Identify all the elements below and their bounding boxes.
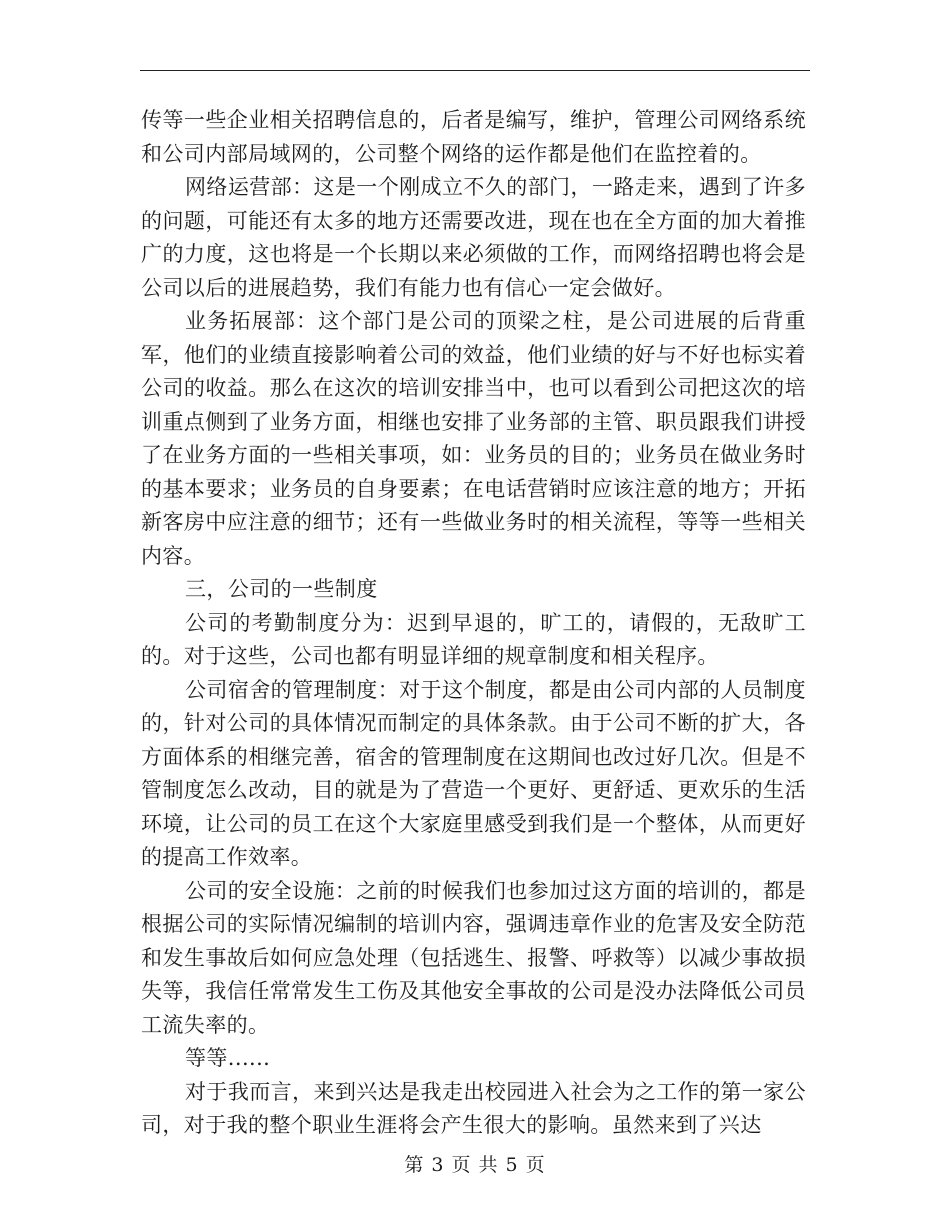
section-heading-company-rules: 三，公司的一些制度: [185, 577, 378, 601]
paragraph-business-expansion: 业务拓展部：这个部门是公司的顶梁之柱，是公司进展的后背重军，他们的业绩直接影响着公司的效益，他们业绩的好与不好也标实着公司的收益。那么在这次的培训安排当中，也可以看到公司把这次的培训重点侧到了业务方面，相继也安排了业务部的主管、职员跟我们讲授了在业务方面的一些相关事项，如：业务员的目的；业务员在做业务时的基本要求；业务员的自身要素；在电话营销时应该注意的地方；开拓新客房中应注意的细节；还有一些做业务时的相关流程，等等一些相关内容。: [141, 309, 806, 568]
paragraph-network-operations: 网络运营部：这是一个刚成立不久的部门，一路走来，遇到了许多的问题，可能还有太多的地方还需要改进，现在也在全方面的加大着推广的力度，这也将是一个长期以来必须做的工作，而网络招聘也将会是公司以后的进展趋势，我们有能力也有信心一定会做好。: [141, 175, 806, 300]
paragraph-dormitory-rules: 公司宿舍的管理制度：对于这个制度，都是由公司内部的人员制度的，针对公司的具体情况而制定的具体条款。由于公司不断的扩大，各方面体系的相继完善，宿舍的管理制度在这期间也改过好几次。但是不管制度怎么改动，目的就是为了营造一个更好、更舒适、更欢乐的生活环境，让公司的员工在这个大家庭里感受到我们是一个整体，从而更好的提高工作效率。: [141, 677, 806, 869]
paragraph-1: 传等一些企业相关招聘信息的，后者是编写，维护，管理公司网络系统和公司内部局域网的，公司整个网络的运作都是他们在监控着的。: [141, 108, 806, 166]
paragraph-etc: 等等......: [185, 1046, 271, 1070]
paragraph-attendance-rules: 公司的考勤制度分为：迟到早退的，旷工的，请假的，无敌旷工的。对于这些，公司也都有明显详细的规章制度和相关程序。: [141, 610, 806, 668]
document-body: [141, 104, 806, 1143]
header-rule: [140, 70, 810, 71]
paragraph-safety-facilities: 公司的安全设施：之前的时候我们也参加过这方面的培训的，都是根据公司的实际情况编制的培训内容，强调违章作业的危害及安全防范和发生事故后如何应急处理（包括逃生、报警、呼救等）以减少事故损失等，我信任常常发生工伤及其他安全事故的公司是没办法降低公司员工流失率的。: [141, 878, 806, 1037]
page-number-footer: 第 3 页 共 5 页: [404, 1154, 546, 1176]
paragraph-personal-reflection: 对于我而言，来到兴达是我走出校园进入社会为之工作的第一家公司，对于我的整个职业生涯将会产生很大的影响。虽然来到了兴达: [141, 1079, 806, 1137]
